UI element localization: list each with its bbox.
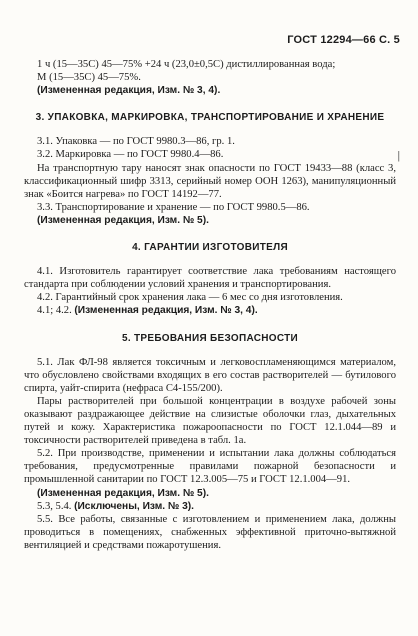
- para-5-3-5-4-note: (Исключены, Изм. № 3).: [74, 500, 194, 512]
- section-4-edition-prefix: 4.1; 4.2.: [37, 305, 72, 317]
- section-5-heading: 5. ТРЕБОВАНИЯ БЕЗОПАСНОСТИ: [121, 332, 299, 344]
- para-3-3: 3.3. Транспортирование и хранение — по ГОСТ 9980.5—86.: [37, 201, 310, 213]
- para-3-1: 3.1. Упаковка — по ГОСТ 9980.3—86, гр. 1.: [37, 136, 235, 148]
- para-5-1-vapors: Пары растворителей при большой концентрации в воздухе рабочей зоны оказывают раздражающее действие на слизистые оболочки глаз, дыхательных путей и кожу. Характеристика пожароопасности по ГОСТ 12.1.044—89 и токсичности растворителей приведена в табл. 1а.: [24, 395, 396, 447]
- running-header: ГОСТ 12294—66 С. 5: [287, 34, 400, 46]
- para-3-2: 3.2. Маркировка — по ГОСТ 9980.4—86.: [37, 149, 224, 161]
- para-3-2-marking: На транспортную тару наносят знак опасности по ГОСТ 19433—88 (класс 3, классификационный шифр 3313, серийный номер ООН 1263), манипуляционный знак «Боится нагрева» по ГОСТ 14192—77.: [24, 162, 396, 200]
- para-4-1: 4.1. Изготовитель гарантирует соответствие лака требованиям настоящего стандарта при соблюдении условий хранения и транспортирования.: [24, 266, 396, 291]
- section-3-edition-note: (Измененная редакция, Изм. № 5).: [37, 214, 209, 226]
- intro-line-1: 1 ч (15—35С) 45—75% +24 ч (23,0±0,5С) дистиллированная вода;: [37, 59, 336, 70]
- section-4-edition-note: (Измененная редакция, Изм. № 3, 4).: [74, 305, 258, 317]
- section-3-heading: 3. УПАКОВКА, МАРКИРОВКА, ТРАНСПОРТИРОВАНИЕ И ХРАНЕНИЕ: [35, 112, 385, 124]
- intro-edition-note: (Измененная редакция, Изм. № 3, 4).: [37, 85, 221, 97]
- para-5-5: 5.5. Все работы, связанные с изготовлением и применением лака, должны проводиться в помещениях, снабженных эффективной приточно-вытяжной вентиляцией и средствами пожаротушения.: [24, 513, 396, 551]
- para-5-2: 5.2. При производстве, применении и испытании лака должны соблюдаться требования, предусмотренные правилами пожарной безопасности и промышленной санитарии по ГОСТ 12.3.005—75 и ГОСТ 12.1.004—91.: [24, 448, 396, 486]
- para-5-1: 5.1. Лак ФЛ-98 является токсичным и легковоспламеняющимся материалом, что обусловлено свойствами входящих в его состав растворителей — бутилового спирта, уайт-спирита (нефраса С4-155/200).: [24, 356, 396, 394]
- page-content: [24, 58, 396, 552]
- margin-mark: |: [397, 148, 400, 162]
- para-4-2: 4.2. Гарантийный срок хранения лака — 6 мес со дня изготовления.: [37, 292, 343, 304]
- section-5-edition-note: (Измененная редакция, Изм. № 5).: [37, 487, 209, 499]
- section-4-edition-line: [24, 304, 396, 317]
- para-5-3-5-4: [24, 500, 396, 513]
- intro-line-2: М (15—35С) 45—75%.: [37, 72, 141, 84]
- section-4-heading: 4. ГАРАНТИИ ИЗГОТОВИТЕЛЯ: [132, 242, 288, 254]
- para-5-3-5-4-prefix: 5.3, 5.4.: [37, 500, 72, 512]
